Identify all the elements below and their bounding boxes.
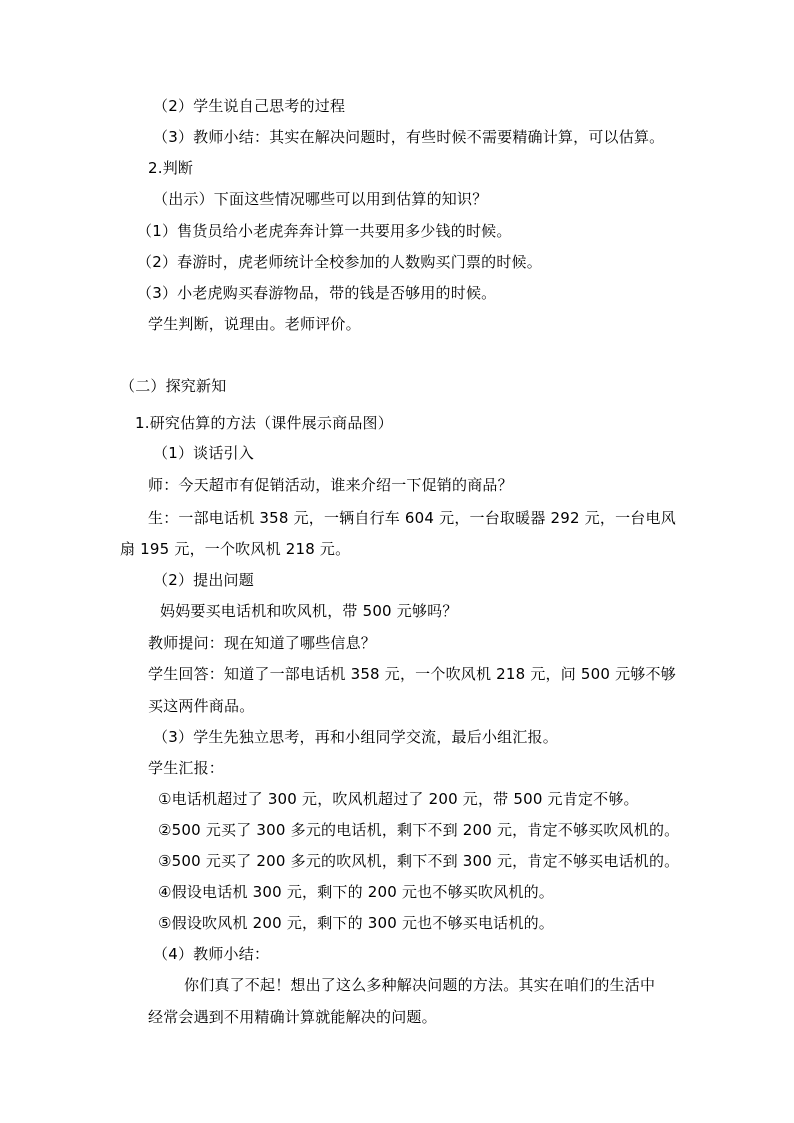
text-line: 扇 195 元，一个吹风机 218 元。	[120, 540, 351, 558]
text-line: （3）小老虎购买春游物品，带的钱是否够用的时候。	[137, 284, 497, 302]
text-line: 学生回答：知道了一部电话机 358 元，一个吹风机 218 元，问 500 元够不够	[148, 665, 676, 683]
text-line: 师：今天超市有促销活动，谁来介绍一下促销的商品？	[148, 476, 513, 494]
text-line: 1.研究估算的方法（课件展示商品图）	[135, 414, 393, 432]
text-line: （1）售货员给小老虎奔奔计算一共要用多少钱的时候。	[137, 222, 512, 240]
text-line: 2.判断	[148, 159, 194, 177]
text-line: 你们真了不起！想出了这么多种解决问题的方法。其实在咱们的生活中	[184, 976, 656, 994]
text-line: 学生汇报：	[148, 759, 225, 777]
list-item: ③500 元买了 200 多元的吹风机，剩下不到 300 元，肯定不够买电话机的。	[158, 852, 680, 870]
text-line: （3）学生先独立思考，再和小组同学交流，最后小组汇报。	[153, 728, 558, 746]
text-line: （2）春游时，虎老师统计全校参加的人数购买门票的时候。	[137, 253, 542, 271]
text-line: 经常会遇到不用精确计算就能解决的问题。	[148, 1008, 437, 1026]
list-item: ②500 元买了 300 多元的电话机，剩下不到 200 元，肯定不够买吹风机的。	[158, 821, 680, 839]
text-line: （2）提出问题	[153, 571, 254, 589]
text-line: （出示）下面这些情况哪些可以用到估算的知识？	[153, 190, 488, 208]
text-line: （4）教师小结：	[153, 945, 270, 963]
text-line: 妈妈要买电话机和吹风机，带 500 元够吗？	[160, 602, 458, 620]
list-item: ⑤假设吹风机 200 元，剩下的 300 元也不够买电话机的。	[158, 914, 554, 932]
text-line: （2）学生说自己思考的过程	[153, 97, 346, 115]
text-line: 生：一部电话机 358 元，一辆自行车 604 元，一台取暖器 292 元，一台电风	[148, 509, 676, 527]
text-line: （3）教师小结：其实在解决问题时，有些时候不需要精确计算，可以估算。	[153, 128, 665, 146]
section-heading: （二）探究新知	[120, 377, 227, 395]
text-line: 学生判断，说理由。老师评价。	[148, 315, 361, 333]
text-line: 教师提问：现在知道了哪些信息？	[148, 634, 377, 652]
text-line: 买这两件商品。	[148, 697, 255, 715]
list-item: ①电话机超过了 300 元，吹风机超过了 200 元，带 500 元肯定不够。	[158, 790, 639, 808]
text-line: （1）谈话引入	[153, 444, 254, 462]
list-item: ④假设电话机 300 元，剩下的 200 元也不够买吹风机的。	[158, 883, 554, 901]
